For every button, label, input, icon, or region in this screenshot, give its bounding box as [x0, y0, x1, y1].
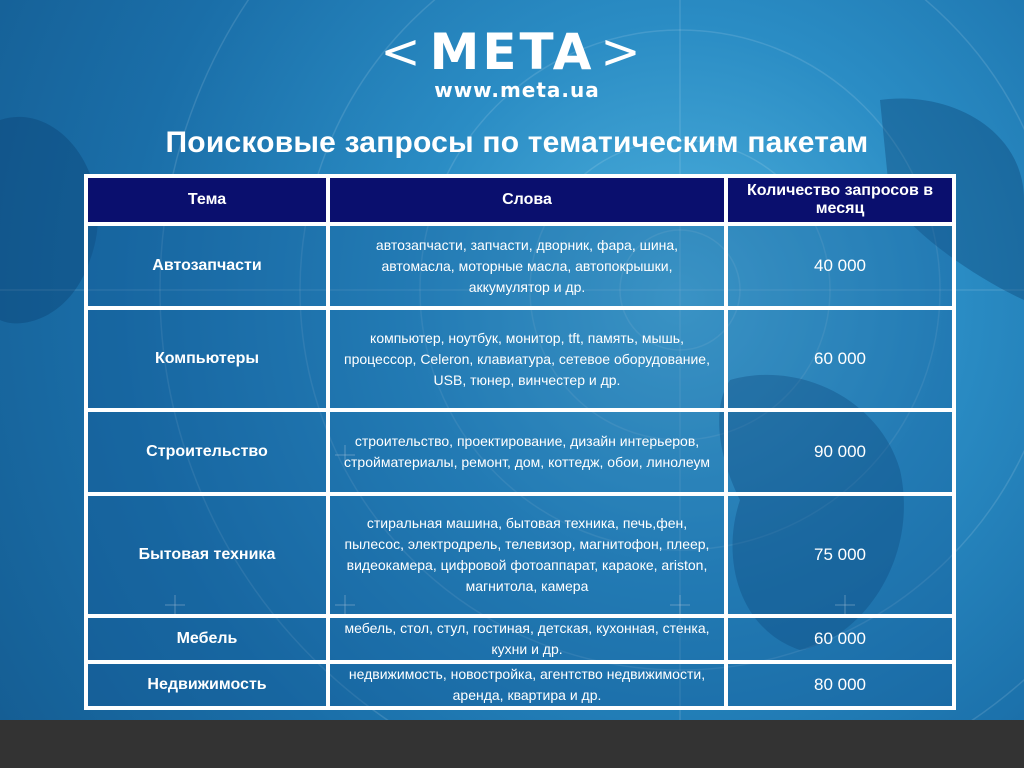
logo-name: META	[429, 23, 595, 81]
search-packages-table	[84, 174, 956, 710]
row-count: 90 000	[726, 410, 954, 494]
row-topic: Недвижимость	[86, 662, 328, 708]
header-count: Количество запросов в месяц	[726, 176, 954, 224]
table-header-row	[86, 176, 954, 224]
table-row	[86, 308, 954, 410]
row-words: автозапчасти, запчасти, дворник, фара, шина, автомасла, моторные масла, автопокрышки, аккумулятор и др.	[328, 224, 726, 308]
meta-logo	[0, 22, 1024, 102]
bottom-bar	[0, 720, 1024, 768]
table-row	[86, 494, 954, 616]
row-count: 40 000	[726, 224, 954, 308]
row-topic: Автозапчасти	[86, 224, 328, 308]
logo-wordmark	[380, 22, 643, 82]
row-words: строительство, проектирование, дизайн интерьеров, стройматериалы, ремонт, дом, коттедж, обои, линолеум	[328, 410, 726, 494]
row-count: 60 000	[726, 308, 954, 410]
row-words: стиральная машина, бытовая техника, печь,фен, пылесос, электродрель, телевизор, магнитофон, плеер, видеокамера, цифровой фотоаппарат, караоке, ariston, магнитола, камера	[328, 494, 726, 616]
logo-bracket-left: <	[380, 24, 424, 80]
row-count: 60 000	[726, 616, 954, 662]
row-words: недвижимость, новостройка, агентство недвижимости, аренда, квартира и др.	[328, 662, 726, 708]
row-count: 80 000	[726, 662, 954, 708]
row-topic: Компьютеры	[86, 308, 328, 410]
row-words: мебель, стол, стул, гостиная, детская, кухонная, стенка, кухни и др.	[328, 616, 726, 662]
table-row	[86, 616, 954, 662]
table-row	[86, 410, 954, 494]
row-count: 75 000	[726, 494, 954, 616]
logo-url: www.meta.ua	[434, 78, 600, 102]
row-topic: Бытовая техника	[86, 494, 328, 616]
page-title: Поисковые запросы по тематическим пакетам	[165, 126, 869, 159]
header-words: Слова	[328, 176, 726, 224]
row-topic: Мебель	[86, 616, 328, 662]
table-row	[86, 662, 954, 708]
table-row	[86, 224, 954, 308]
row-words: компьютер, ноутбук, монитор, tft, память, мышь, процессор, Celeron, клавиатура, сетевое оборудование, USB, тюнер, винчестер и др.	[328, 308, 726, 410]
header-topic: Тема	[86, 176, 328, 224]
logo-bracket-right: >	[600, 24, 644, 80]
row-topic: Строительство	[86, 410, 328, 494]
